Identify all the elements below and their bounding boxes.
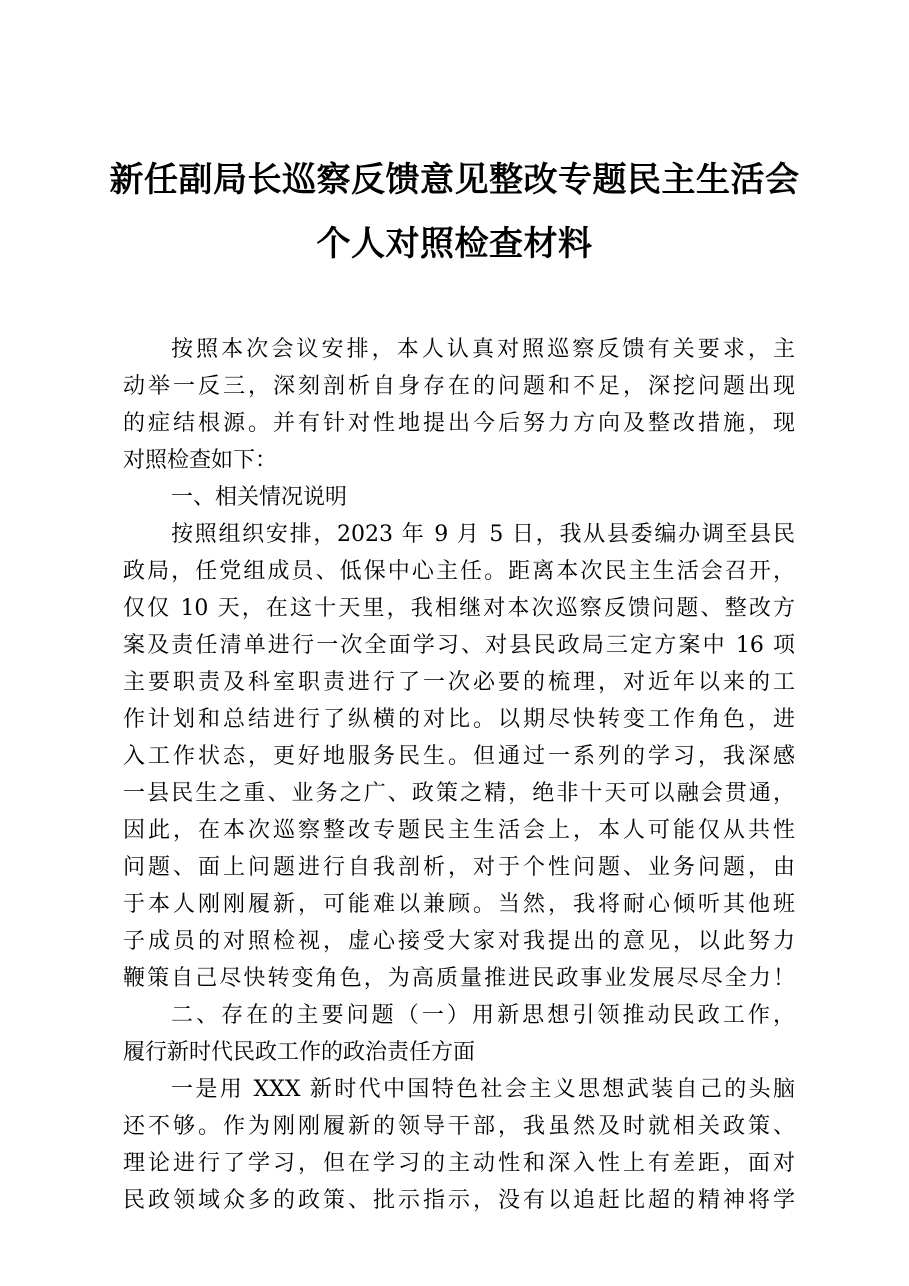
section-heading: 一、相关情况说明 — [171, 485, 348, 510]
paragraph-line: 民政领域众多的政策、批示指示，没有以追赶比超的精神将学 — [123, 1188, 795, 1213]
paragraph-line: 一县民生之重、业务之广、政策之精，绝非十天可以融会贯通， — [123, 781, 795, 806]
paragraph-line: 对照检查如下： — [123, 448, 278, 473]
paragraph-line: 案及责任清单进行一次全面学习、对县民政局三定方案中 16 项 — [123, 633, 795, 658]
paragraph-line: 子成员的对照检视，虚心接受大家对我提出的意见，以此努力 — [123, 929, 795, 954]
section-heading: 二、存在的主要问题（一）用新思想引领推动民政工作， — [171, 1003, 795, 1028]
paragraph-line: 还不够。作为刚刚履新的领导干部，我虽然及时就相关政策、 — [123, 1114, 795, 1139]
paragraph-line: 因此，在本次巡察整改专题民主生活会上，本人可能仅从共性 — [123, 818, 795, 843]
paragraph-line: 按照组织安排，2023 年 9 月 5 日，我从县委编办调至县民 — [171, 522, 795, 547]
paragraph-line: 理论进行了学习，但在学习的主动性和深入性上有差距，面对 — [123, 1151, 795, 1176]
paragraph-line: 鞭策自己尽快转变角色，为高质量推进民政事业发展尽尽全力！ — [123, 966, 795, 991]
paragraph-line: 动举一反三，深刻剖析自身存在的问题和不足，深挖问题出现 — [123, 374, 795, 399]
paragraph-line: 入工作状态，更好地服务民生。但通过一系列的学习，我深感 — [123, 744, 795, 769]
document-body — [123, 331, 795, 1219]
paragraph-line: 一是用 XXX 新时代中国特色社会主义思想武装自己的头脑 — [171, 1077, 795, 1102]
paragraph-line: 于本人刚刚履新，可能难以兼顾。当然，我将耐心倾听其他班 — [123, 892, 795, 917]
section-heading: 履行新时代民政工作的政治责任方面 — [123, 1040, 476, 1065]
paragraph-line: 仅仅 10 天，在这十天里，我相继对本次巡察反馈问题、整改方 — [123, 596, 795, 621]
paragraph-line: 作计划和总结进行了纵横的对比。以期尽快转变工作角色，进 — [123, 707, 795, 732]
paragraph-line: 政局，任党组成员、低保中心主任。距离本次民主生活会召开， — [123, 559, 795, 584]
document-title-line-2: 个人对照检查材料 — [316, 224, 593, 264]
paragraph-line: 主要职责及科室职责进行了一次必要的梳理，对近年以来的工 — [123, 670, 795, 695]
paragraph-line: 问题、面上问题进行自我剖析，对于个性问题、业务问题，由 — [123, 855, 795, 880]
paragraph-line: 按照本次会议安排，本人认真对照巡察反馈有关要求，主 — [171, 337, 795, 362]
paragraph-line: 的症结根源。并有针对性地提出今后努力方向及整改措施，现 — [123, 411, 795, 436]
document-title-line-1: 新任副局长巡察反馈意见整改专题民主生活会 — [109, 160, 800, 200]
